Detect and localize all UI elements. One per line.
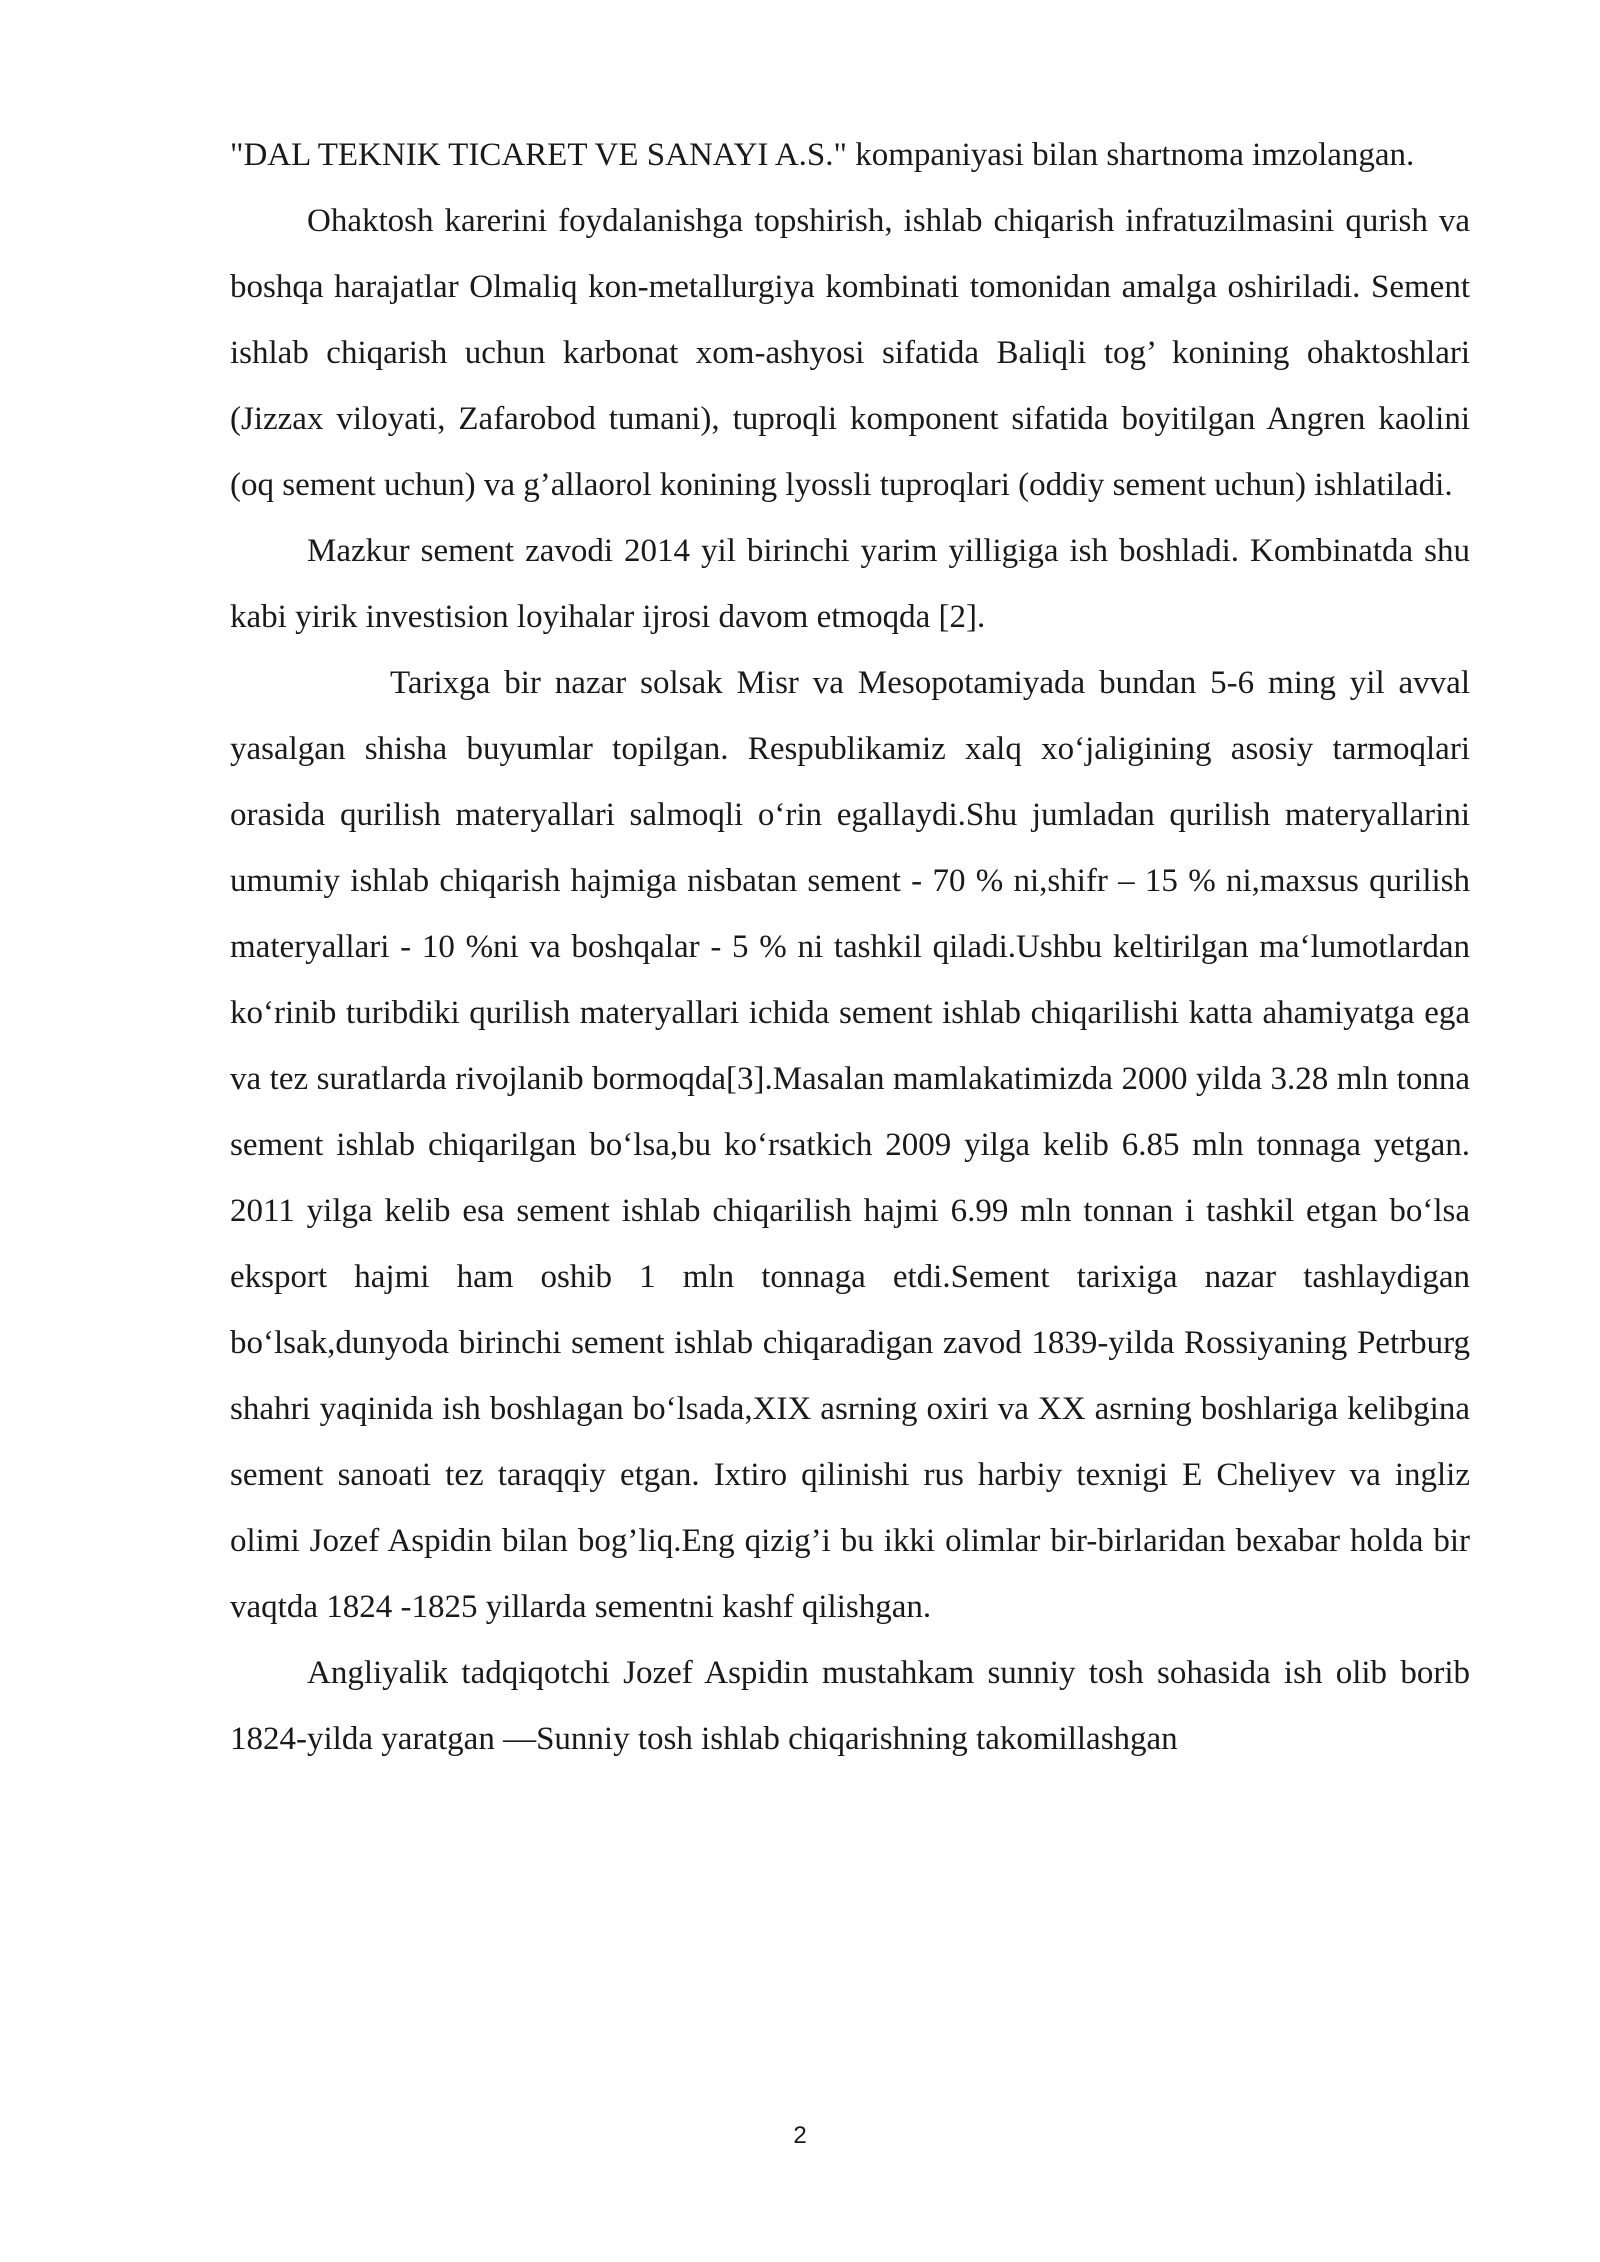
paragraph-contract: "DAL TEKNIK TICARET VE SANAYI A.S." kompaniyasi bilan shartnoma imzolangan.	[230, 137, 1415, 173]
body-text	[230, 122, 1470, 1772]
paragraph-history: Tarixga bir nazar solsak Misr va Mesopotamiyada bundan 5-6 ming yil avval yasalgan shisha buyumlar topilgan. Respublikamiz xalq xo‘jaligining asosiy tarmoqlari orasida qurilish materyallari salmoqli o‘rin egallaydi.Shu jumladan qurilish materyallarini umumiy ishlab chiqarish hajmiga nisbatan sement - 70 % ni,shifr – 15 % ni,maxsus qurilish materyallari - 10 %ni va boshqalar - 5 % ni tashkil qiladi.Ushbu keltirilgan ma‘lumotlardan ko‘rinib turibdiki qurilish materyallari ichida sement ishlab chiqarilishi katta ahamiyatga ega va tez suratlarda rivojlanib bormoqda[3].Masalan mamlakatimizda 2000 yilda 3.28 mln tonna sement ishlab chiqarilgan bo‘lsa,bu ko‘rsatkich 2009 yilga kelib 6.85 mln tonnaga yetgan. 2011 yilga kelib esa sement ishlab chiqarilish hajmi 6.99 mln tonnan i tashkil etgan bo‘lsa eksport hajmi ham oshib 1 mln tonnaga etdi.Sement tarixiga nazar tashlaydigan bo‘lsak,dunyoda birinchi sement ishlab chiqaradigan zavod 1839-yilda Rossiyaning Petrburg shahri yaqinida ish boshlagan bo‘lsada,XIX asrning oxiri va XX asrning boshlariga kelibgina sement sanoati tez taraqqiy etgan. Ixtiro qilinishi rus harbiy texnigi E Cheliyev va ingliz olimi Jozef Aspidin bilan bog’liq.Eng qizig’i bu ikki olimlar bir-birlaridan bexabar holda bir vaqtda 1824 -1825 yillarda sementni kashf qilishgan.	[230, 665, 1470, 1625]
paragraph-aspidin: Angliyalik tadqiqotchi Jozef Aspidin mustahkam sunniy tosh sohasida ish olib borib 1824-yilda yaratgan ―Sunniy tosh ishlab chiqarishning takomillashgan	[230, 1655, 1470, 1757]
paragraph-limestone-quarry: Ohaktosh karerini foydalanishga topshirish, ishlab chiqarish infratuzilmasini qurish va boshqa harajatlar Olmaliq kon-metallurgiya kombinati tomonidan amalga oshiriladi. Sement ishlab chiqarish uchun karbonat xom-ashyosi sifatida Baliqli tog’ konining ohaktoshlari (Jizzax viloyati, Zafarobod tumani), tuproqli komponent sifatida boyitilgan Angren kaolini (oq sement uchun) va g’allaorol konining lyossli tuproqlari (oddiy sement uchun) ishlatiladi.	[230, 203, 1470, 503]
paragraph-cement-plant: Mazkur sement zavodi 2014 yil birinchi yarim yilligiga ish boshladi. Kombinatda shu kabi yirik investision loyihalar ijrosi davom etmoqda [2].	[230, 533, 1470, 635]
page-number: 2	[793, 2122, 807, 2149]
